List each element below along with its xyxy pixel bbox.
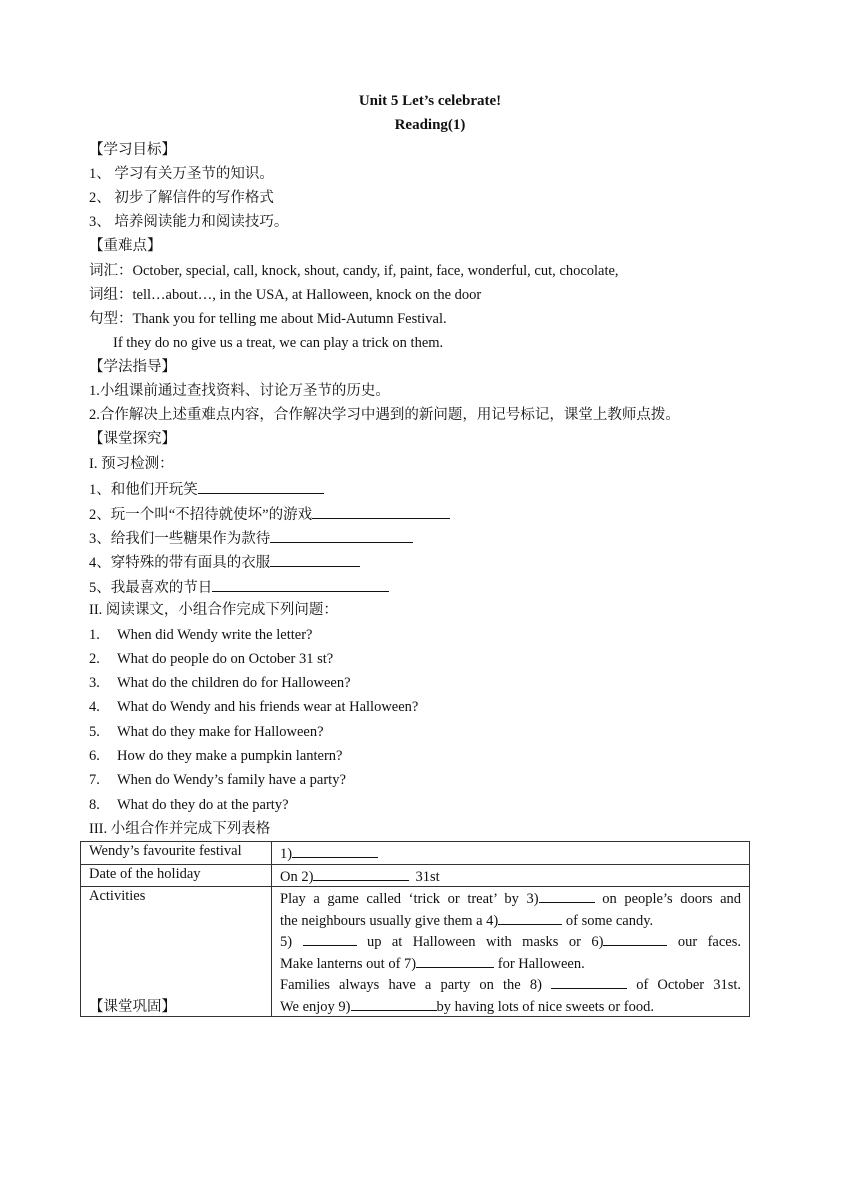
preview-item	[89, 551, 360, 573]
activity-text: up at Halloween with masks or 6)	[366, 934, 604, 950]
preview-item-text: 1、和他们开玩笑	[89, 482, 198, 498]
activity-text: on people’s doors and	[602, 891, 742, 907]
activity-line	[280, 952, 741, 974]
answer-blank[interactable]	[351, 995, 437, 1011]
explore-heading: 【课堂探究】	[89, 431, 176, 447]
question-number: 3.	[89, 675, 100, 691]
table-row	[81, 887, 750, 1017]
sentence-line: If they do no give us a treat, we can play a trick on them.	[113, 335, 444, 351]
activity-text: our faces.	[677, 934, 741, 950]
question-number: 1.	[89, 627, 100, 643]
activity-text: We enjoy 9)	[280, 998, 351, 1015]
activity-text: Families always have a party on the 8)	[280, 977, 542, 993]
table-label-cell: Date of the holiday	[81, 864, 272, 887]
activity-text: of some candy.	[565, 912, 654, 929]
festival-table	[80, 841, 750, 1017]
question-item	[89, 697, 418, 717]
date-suffix: 31st	[415, 868, 440, 885]
question-text: What do they make for Halloween?	[117, 724, 324, 740]
answer-blank[interactable]	[270, 551, 360, 567]
activity-line	[280, 887, 741, 909]
preview-item-text: 5、我最喜欢的节日	[89, 580, 213, 596]
consolidate-heading: 【课堂巩固】	[89, 999, 176, 1015]
question-item	[89, 795, 289, 815]
table-value-cell	[272, 842, 750, 865]
question-number: 6.	[89, 748, 100, 764]
preview-heading: I. 预习检测：	[89, 456, 174, 472]
blank-number: On 2)	[280, 868, 314, 885]
table-label-cell: Activities	[81, 887, 272, 1017]
question-item	[89, 673, 351, 693]
phrases-line: 词组：tell…about…, in the USA, at Halloween, knock on the door	[89, 287, 482, 303]
answer-blank[interactable]	[212, 576, 389, 592]
activity-line	[280, 909, 741, 931]
question-number: 8.	[89, 797, 100, 813]
activity-line	[280, 995, 741, 1017]
table-value-cell	[272, 864, 750, 887]
answer-blank[interactable]	[198, 478, 324, 494]
key-points-heading: 【重难点】	[89, 238, 162, 254]
question-number: 2.	[89, 651, 100, 667]
table-row	[81, 864, 750, 887]
answer-blank[interactable]	[313, 865, 409, 881]
question-text: When do Wendy’s family have a party?	[117, 772, 346, 788]
answer-blank[interactable]	[270, 527, 413, 543]
question-text: When did Wendy write the letter?	[117, 627, 313, 643]
question-text: What do people do on October 31 st?	[117, 651, 334, 667]
answer-blank[interactable]	[603, 930, 667, 946]
method-item: 2.合作解决上述重难点内容，合作解决学习中遇到的新问题，用记号标记，课堂上教师点拨。	[89, 407, 680, 423]
table-row	[81, 842, 750, 865]
reading-heading: II. 阅读课文，小组合作完成下列问题：	[89, 602, 338, 618]
blank-number: 1)	[280, 846, 293, 862]
activity-line	[280, 930, 741, 952]
question-text: What do the children do for Halloween?	[117, 675, 351, 691]
answer-blank[interactable]	[303, 930, 357, 946]
goal-item: 3、 培养阅读能力和阅读技巧。	[89, 214, 289, 230]
activity-text: Play a game called ‘trick or treat’ by 3)	[280, 891, 539, 907]
preview-item	[89, 576, 389, 598]
table-label-cell: Wendy’s favourite festival	[81, 842, 272, 865]
unit-title: Unit 5 Let’s celebrate!	[358, 93, 502, 109]
preview-item	[89, 503, 450, 525]
question-item	[89, 649, 333, 669]
goal-item: 2、 初步了解信件的写作格式	[89, 190, 274, 206]
question-text: What do they do at the party?	[117, 797, 289, 813]
answer-blank[interactable]	[498, 909, 562, 925]
activity-text: 5)	[280, 934, 293, 950]
preview-item-text: 2、玩一个叫“不招待就使坏”的游戏	[89, 507, 313, 523]
question-number: 4.	[89, 699, 100, 715]
question-number: 7.	[89, 772, 100, 788]
question-item	[89, 625, 312, 645]
sentence-line: 句型：Thank you for telling me about Mid-Autumn Festival.	[89, 311, 447, 327]
goal-item: 1、 学习有关万圣节的知识。	[89, 166, 274, 182]
goals-heading: 【学习目标】	[89, 142, 176, 158]
vocab-line: 词汇：October, special, call, knock, shout, candy, if, paint, face, wonderful, cut, chocolate,	[89, 263, 619, 279]
activities-cell	[272, 887, 750, 1017]
lesson-subtitle: Reading(1)	[394, 117, 466, 133]
table-heading: III. 小组合作并完成下列表格	[89, 821, 271, 837]
question-item	[89, 746, 343, 766]
answer-blank[interactable]	[312, 503, 450, 519]
activity-text: for Halloween.	[497, 955, 585, 972]
activity-line	[280, 973, 741, 995]
question-item	[89, 770, 346, 790]
activity-text: the neighbours usually give them a 4)	[280, 912, 499, 929]
answer-blank[interactable]	[416, 952, 494, 968]
answer-blank[interactable]	[539, 887, 595, 903]
preview-item	[89, 527, 413, 549]
activity-text: of October 31st.	[636, 977, 742, 993]
answer-blank[interactable]	[292, 842, 378, 858]
question-text: What do Wendy and his friends wear at Halloween?	[117, 699, 419, 715]
question-item	[89, 722, 324, 742]
preview-item-text: 3、给我们一些糖果作为款待	[89, 531, 271, 547]
method-item: 1.小组课前通过查找资料、讨论万圣节的历史。	[89, 383, 390, 399]
answer-blank[interactable]	[551, 973, 627, 989]
method-heading: 【学法指导】	[89, 359, 176, 375]
activity-text: by having lots of nice sweets or food.	[436, 998, 654, 1015]
preview-item-text: 4、穿特殊的带有面具的衣服	[89, 555, 271, 571]
question-number: 5.	[89, 724, 100, 740]
activity-text: Make lanterns out of 7)	[280, 955, 417, 972]
question-text: How do they make a pumpkin lantern?	[117, 748, 343, 764]
preview-item	[89, 478, 324, 500]
